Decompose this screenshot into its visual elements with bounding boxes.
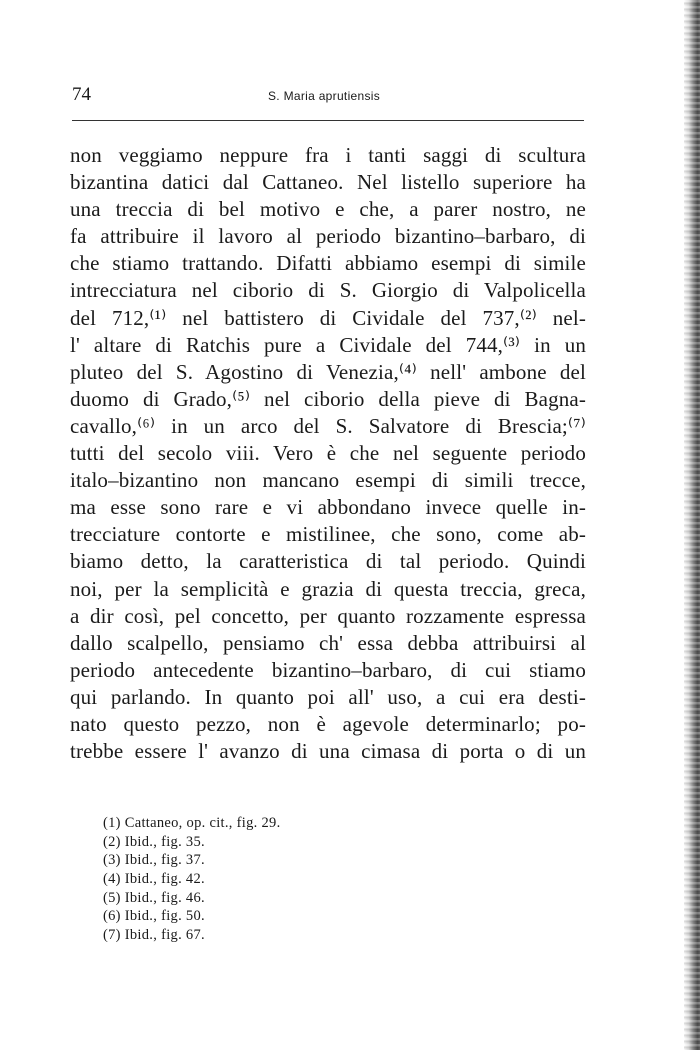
body-line: che stiamo trattando. Difatti abbiamo esempi di simile — [70, 251, 586, 276]
body-line: bizantina datici dal Cattaneo. Nel listello superiore ha — [70, 170, 586, 195]
body-line: trebbe essere l' avanzo di una cimasa di porta o di un — [70, 739, 586, 764]
body-line: intrecciatura nel ciborio di S. Giorgio di Valpolicella — [70, 278, 586, 303]
body-line: italo–bizantino non mancano esempi di simili trecce, — [70, 468, 586, 493]
page-number: 74 — [72, 84, 91, 105]
body-line: periodo antecedente bizantino–barbaro, di cui stiamo — [70, 657, 586, 682]
footnote: (6) Ibid., fig. 50. — [103, 908, 205, 925]
body-line: tutti del secolo viii. Vero è che nel seguente periodo — [70, 441, 586, 466]
body-line: trecciature contorte e mistilinee, che sono, come ab- — [70, 522, 586, 547]
body-line: dallo scalpello, pensiamo ch' essa debba attribuirsi al — [70, 630, 586, 655]
footnotes — [103, 814, 463, 945]
body-line: fa attribuire il lavoro al periodo bizantino–barbaro, di — [70, 224, 586, 249]
body-text — [70, 142, 586, 765]
page-header — [72, 84, 584, 108]
body-line: duomo di Grado,⁽⁵⁾ nel ciborio della pieve di Bagna- — [70, 386, 586, 411]
running-title: S. Maria aprutiensis — [268, 89, 381, 103]
body-line: qui parlando. In quanto poi all' uso, a cui era desti- — [70, 684, 586, 709]
body-line: l' altare di Ratchis pure a Cividale del 744,⁽³⁾ in un — [70, 332, 586, 357]
body-line: del 712,⁽¹⁾ nel battistero di Cividale del 737,⁽²⁾ nel- — [70, 305, 586, 330]
footnote: (2) Ibid., fig. 35. — [103, 833, 205, 850]
body-line: noi, per la semplicità e grazia di questa treccia, greca, — [70, 576, 586, 601]
body-line: pluteo del S. Agostino di Venezia,⁽⁴⁾ nell' ambone del — [70, 359, 586, 384]
body-line: una treccia di bel motivo e che, a parer nostro, ne — [70, 197, 586, 222]
footnote: (3) Ibid., fig. 37. — [103, 852, 205, 869]
body-line: biamo detto, la caratteristica di tal periodo. Quindi — [70, 549, 586, 574]
footnote: (1) Cattaneo, op. cit., fig. 29. — [103, 815, 281, 831]
body-line: non veggiamo neppure fra i tanti saggi di scultura — [70, 143, 586, 167]
body-line: nato questo pezzo, non è agevole determinarlo; po- — [70, 711, 586, 736]
body-line: ma esse sono rare e vi abbondano invece quelle in- — [70, 495, 586, 520]
footnote: (7) Ibid., fig. 67. — [103, 927, 205, 944]
scanned-page-edge — [684, 0, 700, 1050]
body-line: cavallo,⁽⁶⁾ in un arco del S. Salvatore di Brescia;⁽⁷⁾ — [70, 413, 586, 438]
footnote: (4) Ibid., fig. 42. — [103, 871, 205, 888]
footnote: (5) Ibid., fig. 46. — [103, 889, 205, 906]
body-line: a dir così, pel concetto, per quanto rozzamente espressa — [70, 603, 586, 628]
header-rule — [72, 120, 584, 121]
